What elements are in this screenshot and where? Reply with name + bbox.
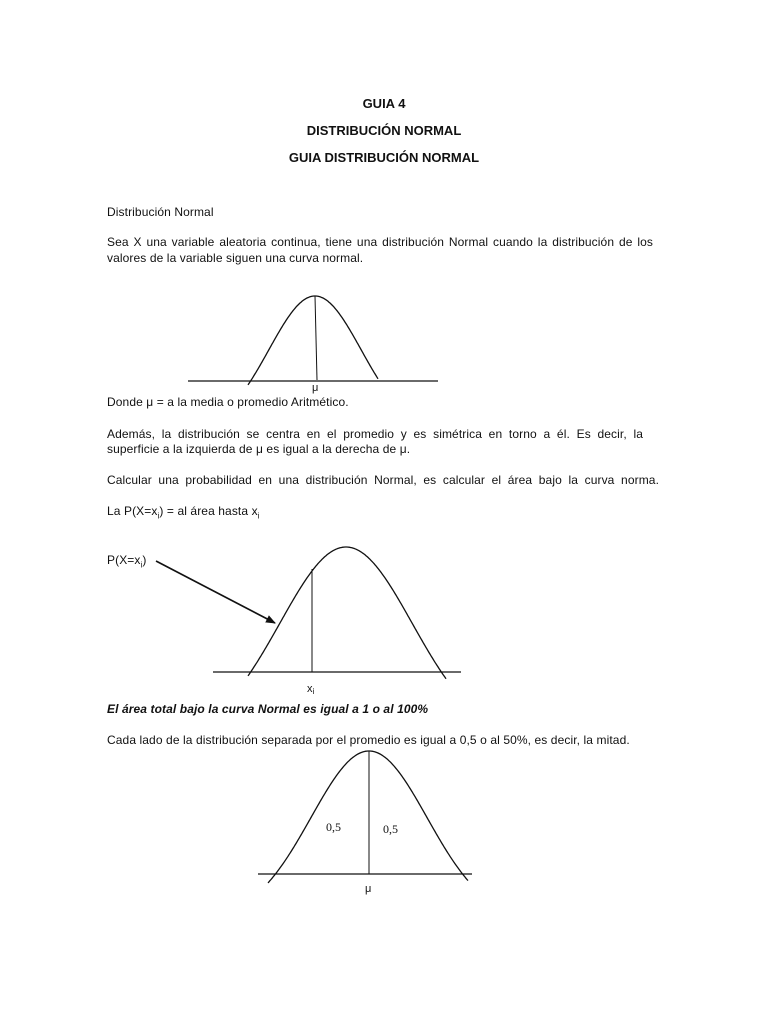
area-formula-prefix: La P(X=x [107, 504, 158, 518]
fig2-xi-label: xi [307, 683, 315, 696]
section-heading: Distribución Normal [107, 205, 214, 219]
fig2-prob-sub: i [140, 560, 143, 570]
fig2-prob-suffix: ) [142, 553, 147, 567]
fig2-prob-prefix: P(X=x [107, 553, 141, 567]
fig3-left-half-label: 0,5 [326, 820, 341, 834]
fig1-mean-label: μ [312, 382, 319, 394]
symmetry-line-1: Además, la distribución se centra en el promedio y es simétrica en torno a él. Es decir, la [107, 427, 643, 441]
halves-note: Cada lado de la distribución separada por el promedio es igual a 0,5 o al 50%, es decir, la mitad. [107, 733, 630, 747]
probability-note: Calcular una probabilidad en una distribución Normal, es calcular el área bajo la curva norma. [107, 473, 659, 487]
document-title: DISTRIBUCIÓN NORMAL [306, 123, 462, 138]
definition-line-1: Sea X una variable aleatoria continua, tiene una distribución Normal cuando la distribución de los [107, 235, 653, 249]
document-subtitle: GUIA DISTRIBUCIÓN NORMAL [288, 150, 480, 165]
fig3-bell-curve [268, 751, 468, 883]
fig3-mean-label: μ [365, 883, 372, 895]
fig3-right-half-label: 0,5 [383, 822, 398, 836]
area-formula-middle: ) = al área hasta x [159, 504, 258, 518]
area-formula-sub-2: i [257, 511, 260, 521]
definition-line-2: valores de la variable siguen una curva normal. [107, 251, 364, 265]
area-formula-sub-1: i [157, 511, 160, 521]
mean-note: Donde μ = a la media o promedio Aritmético. [107, 395, 349, 409]
guide-number: GUIA 4 [362, 96, 406, 111]
symmetry-line-2: superficie a la izquierda de μ es igual a la derecha de μ. [107, 442, 411, 456]
total-area-note: El área total bajo la curva Normal es igual a 1 o al 100% [107, 702, 429, 716]
